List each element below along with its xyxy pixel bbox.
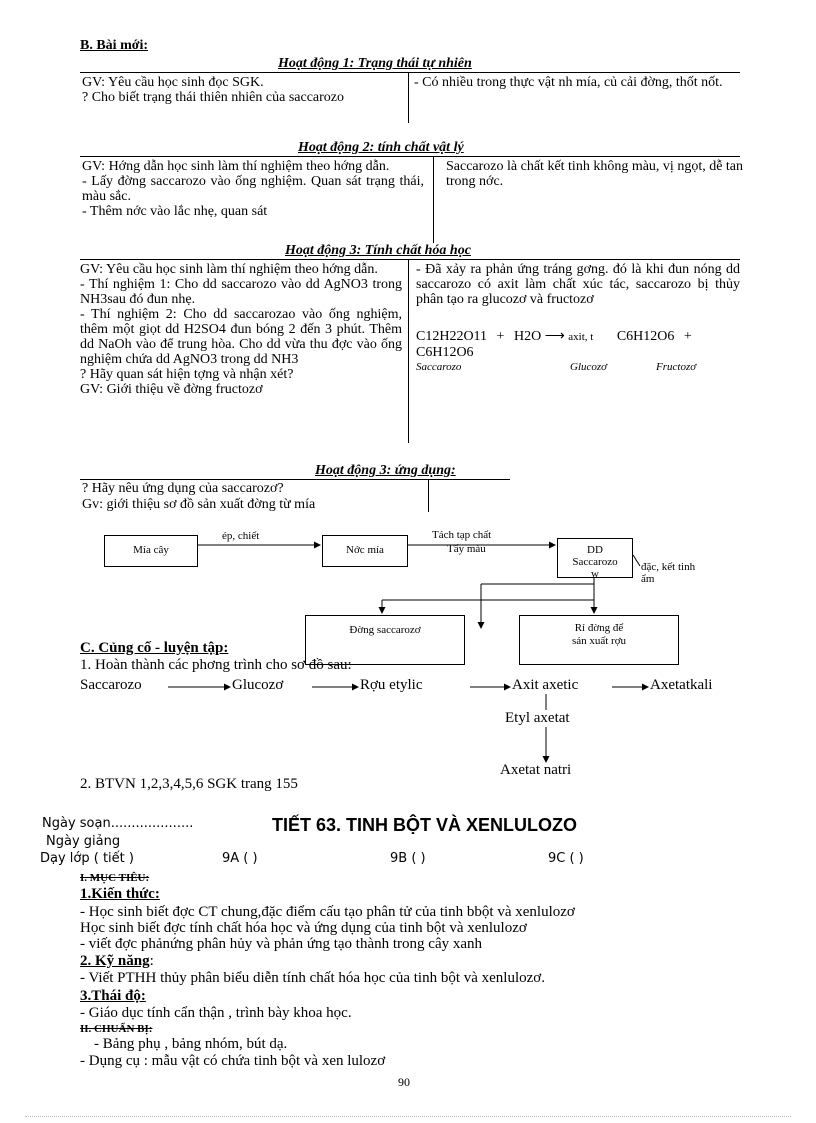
chuan-bi-line: - Dụng cụ : mẫu vật có chứa tinh bột và xen lulozơ <box>80 1053 386 1069</box>
activity-3-title: Hoạt động 3: Tính chất hóa học <box>285 243 471 258</box>
kien-thuc-heading: 1.Kiến thức: <box>80 886 160 902</box>
chain-item: Saccarozo <box>80 677 142 693</box>
activity-4-question: ? Hãy nêu ứng dụng của saccarozơ? <box>82 481 284 496</box>
diagram-label-ep-chiet: ép, chiết <box>222 530 260 542</box>
muc-tieu-heading: I. MỤC TIÊU: <box>80 872 150 884</box>
thai-do-line: - Giáo dục tính cẩn thận , trình bày khoa học. <box>80 1005 352 1021</box>
class-9c: 9C ( ) <box>548 851 584 866</box>
chain-item: Axetatkali <box>650 677 713 693</box>
equation-product-2: C6H12O6 <box>416 345 474 360</box>
compound-name-fructozo: Fructozơ <box>656 361 697 373</box>
chain-item: Axit axetic <box>512 677 579 693</box>
box-line: DD <box>587 544 603 556</box>
class-9b: 9B ( ) <box>390 851 426 866</box>
thai-do-heading: 3.Thái độ: <box>80 988 146 1004</box>
box-line: Rỉ đờng để <box>574 622 624 634</box>
text-line: - Thí nghiệm 2: Cho dd saccarozao vào ống nghiệm, thêm một giọt dd H2SO4 đun bóng 2 đến 3 phút. Thêm dd NaOh vào để trung hòa. Cho dd vừa thu đợc vào ống nghiệm chứa dd AgNO3 trong dd NH3 <box>80 307 402 367</box>
activity-4-note: Gv: giới thiệu sơ đồ sản xuất đờng từ mía <box>82 497 316 512</box>
kien-thuc-line: Học sinh biết đợc tính chất hóa học và ứng dụng của tinh bột và xenlulozơ <box>80 920 527 936</box>
section-c-heading: C. Củng cố - luyện tập: <box>80 640 229 656</box>
ky-nang-heading: 2. Kỹ năng: <box>80 953 154 969</box>
day-lop: Dạy lớp ( tiết ) <box>40 851 134 866</box>
equation-reactant: C12H22O11 <box>416 329 488 344</box>
chain-branch-etyl-axetat: Etyl axetat <box>505 710 570 726</box>
equation-product: C6H12O6 <box>616 329 675 344</box>
activity-1-title: Hoạt động 1: Trạng thái tự nhiên <box>278 56 472 71</box>
class-9a: 9A ( ) <box>222 851 258 866</box>
text-line: Saccarozo là chất kết tinh không màu, vị ngọt, dễ tan trong nớc. <box>446 159 744 189</box>
equation-condition: axit, t <box>568 331 594 343</box>
text-line: GV: Hớng dẫn học sinh làm thí nghiệm theo hớng dẫn. <box>82 159 390 174</box>
text-line: GV: Giới thiệu về đờng fructozơ <box>80 382 263 397</box>
equation-plus: + <box>496 329 505 344</box>
equation-water: H2O <box>513 329 542 344</box>
equation-plus: + <box>683 329 692 344</box>
text-line: - Thêm nớc vào lắc nhẹ, quan sát <box>82 204 268 219</box>
exercise-1: 1. Hoàn thành các phơng trình cho sơ đồ sau: <box>80 657 352 673</box>
chain-item: Glucozơ <box>232 677 284 693</box>
text-line: - Lấy đờng saccarozo vào ống nghiệm. Quan sát trạng thái, màu sắc. <box>82 174 424 204</box>
compound-name-saccarozo: Saccarozo <box>416 361 462 373</box>
section-b-heading: B. Bài mới: <box>80 38 149 53</box>
kien-thuc-line: - Học sinh biết đợc CT chung,đặc điểm cấu tạo phân tử của tinh bbột và xenlulozơ <box>80 904 575 920</box>
text-line: - Có nhiều trong thực vật nh mía, củ cải đờng, thốt nốt. <box>414 75 723 90</box>
diagram-box-mia-cay: Mía cây <box>104 535 198 567</box>
compound-name-glucozo: Glucozơ <box>570 361 608 373</box>
kien-thuc-line: - viết đợc phảnứng phân hủy và phản ứng tạo thành trong cây xanh <box>80 936 483 952</box>
activity-4-title: Hoạt động 3: ứng dụng: <box>315 463 456 478</box>
text-line: - Thí nghiệm 1: Cho dd saccarozo vào dd AgNO3 trong NH3sau đó đun nhẹ. <box>80 277 402 307</box>
arrow-icon: ⟶ <box>544 329 565 344</box>
page-number: 90 <box>398 1075 410 1089</box>
diagram-box-duong-saccarozo: Đờng saccarozơ <box>305 615 465 665</box>
text-line: GV: Yêu cầu học sinh làm thí nghiệm theo hớng dẫn. <box>80 262 378 277</box>
text-line: ? Cho biết trạng thái thiên nhiên của saccarozo <box>82 90 345 105</box>
diagram-label-dac-ket-tinh: đặc, kết tinh <box>641 561 696 573</box>
text-line: ? Hãy quan sát hiện tợng và nhận xét? <box>80 367 294 382</box>
ky-nang-line: - Viết PTHH thủy phân biểu diễn tính chất hóa học của tinh bột và xenlulozơ. <box>80 970 545 986</box>
chuan-bi-heading: II. CHUẨN BỊ: <box>80 1023 153 1035</box>
arrow-icon <box>633 555 640 566</box>
text-line: GV: Yêu cầu học sinh đọc SGK. <box>82 75 264 90</box>
chuan-bi-line: - Bảng phụ , bảng nhóm, bút dạ. <box>94 1036 288 1052</box>
box-line: sản xuất rợu <box>571 635 627 647</box>
box-line: w <box>591 568 599 580</box>
diagram-box-nuoc-mia: Nớc mía <box>322 535 408 567</box>
ky-nang-label: 2. Kỹ năng <box>80 953 150 969</box>
chain-item: Rợu etylic <box>360 677 423 693</box>
ngay-soan: Ngày soạn.................... <box>42 816 194 831</box>
exercise-2: 2. BTVN 1,2,3,4,5,6 SGK trang 155 <box>80 776 298 792</box>
diagram-label-tach-tap-chat: Tách tạp chất <box>432 529 492 541</box>
box-line: Saccarozo <box>572 556 618 568</box>
text-line: - Đã xảy ra phản ứng tráng gơng. đó là khi đun nóng dd saccarozo có axit làm chất xúc tác, saccarozo bị thủy phân tạo ra glucozơ và fructozơ <box>416 262 740 307</box>
activity-2-title: Hoạt động 2: tính chất vật lý <box>298 140 464 155</box>
lesson-title: TIẾT 63. TINH BỘT VÀ XENLULOZO <box>272 815 578 835</box>
page-border <box>25 1116 791 1117</box>
ngay-giang: Ngày giảng <box>46 834 121 849</box>
diagram-label-tay-mau: Tẩy màu <box>447 543 486 555</box>
chain-branch-axetat-natri: Axetat natri <box>500 762 572 778</box>
diagram-label-am: ẩm <box>641 573 655 585</box>
